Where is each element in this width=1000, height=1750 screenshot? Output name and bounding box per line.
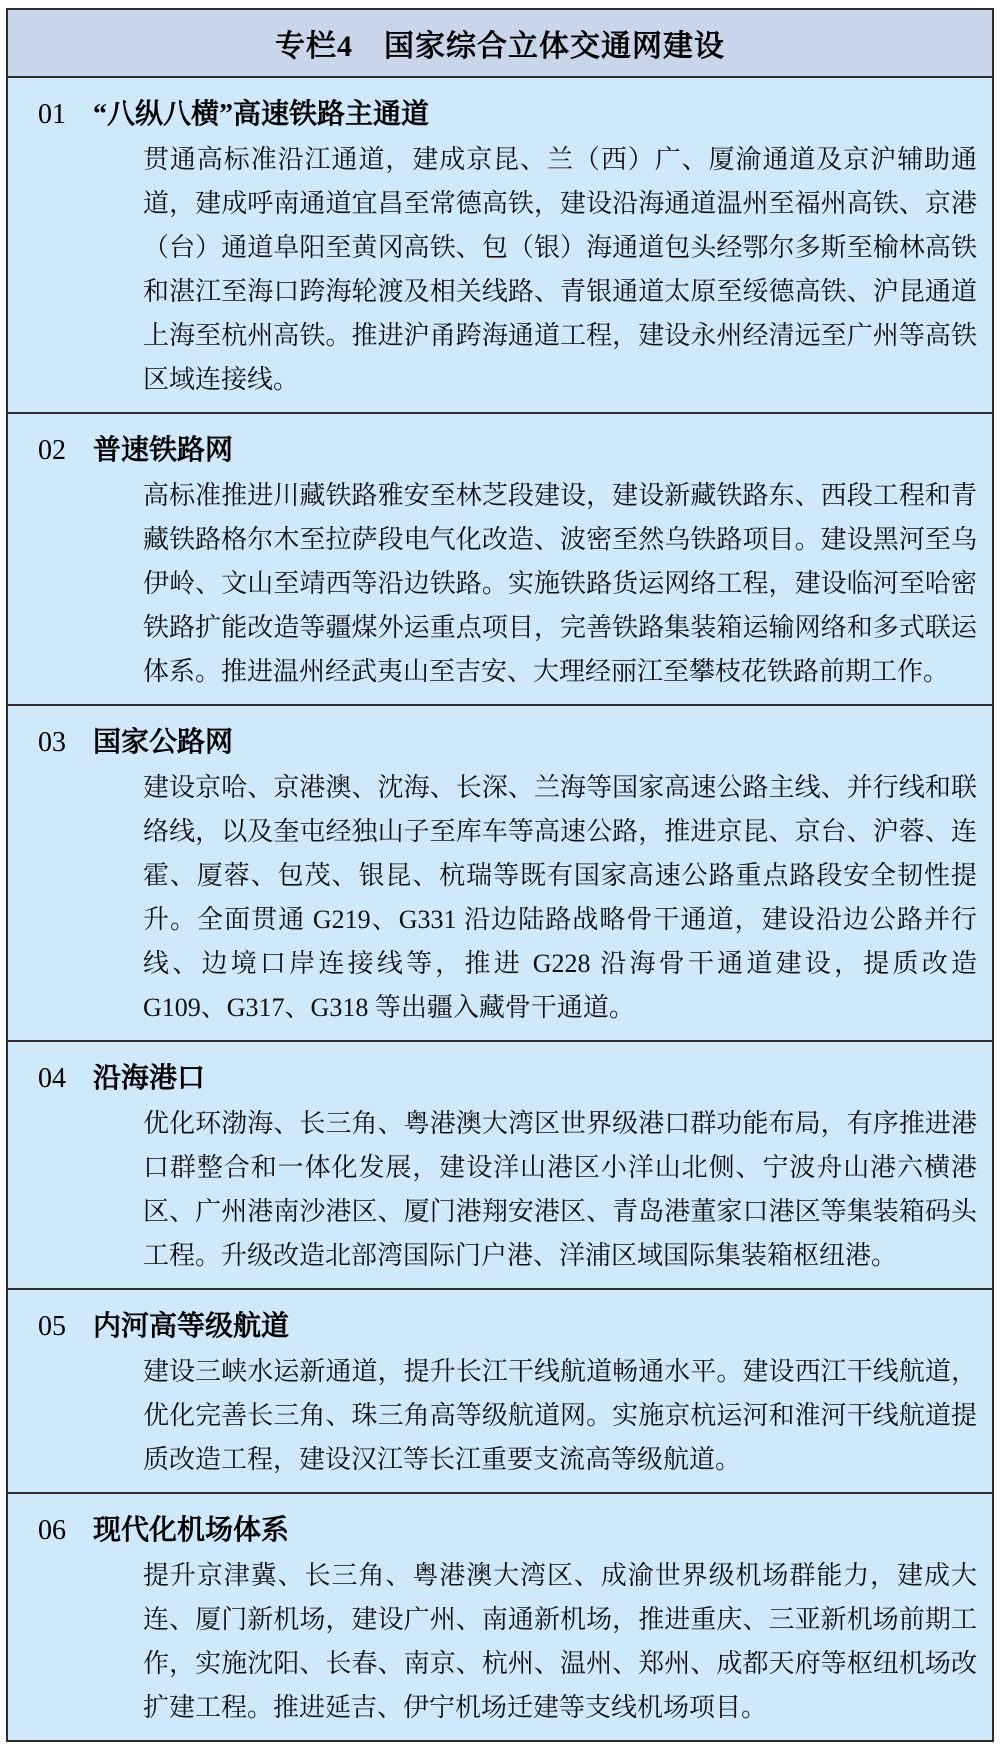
section-body: 建设三峡水运新通道，提升长江干线航道畅通水平。建设西江干线航道，优化完善长三角、珠三角高等级航道网。实施京杭运河和淮河干线航道提质改造工程，建设汉江等长江重要支流高等级航道。	[143, 1357, 977, 1474]
section-title: 现代化机场体系	[93, 1515, 290, 1546]
section-high-speed-rail	[8, 78, 992, 412]
section-number: 02	[38, 435, 66, 466]
section-title: 沿海港口	[93, 1063, 206, 1094]
section-number: 05	[38, 1311, 66, 1342]
section-number: 04	[38, 1063, 66, 1094]
section-body: 贯通高标准沿江通道，建成京昆、兰（西）广、厦渝通道及京沪辅助通道，建成呼南通道宜昌至常德高铁，建设沿海通道温州至福州高铁、京港（台）通道阜阳至黄冈高铁、包（银）海通道包头经鄂尔多斯至榆林高铁和湛江至海口跨海轮渡及相关线路、青银通道太原至绥德高铁、沪昆通道上海至杭州高铁。推进沪甬跨海通道工程，建设永州经清远至广州等高铁区域连接线。	[143, 145, 977, 394]
section-number: 03	[38, 727, 66, 758]
section-heading	[8, 1290, 992, 1346]
column-title: 专栏4 国家综合立体交通网建设	[275, 30, 725, 63]
section-coastal-ports	[8, 1040, 992, 1288]
section-national-highway	[8, 704, 992, 1040]
section-body: 高标准推进川藏铁路雅安至林芝段建设，建设新藏铁路东、西段工程和青藏铁路格尔木至拉萨段电气化改造、波密至然乌铁路项目。建设黑河至乌伊岭、文山至靖西等沿边铁路。实施铁路货运网络工程，建设临河至哈密铁路扩能改造等疆煤外运重点项目，完善铁路集装箱运输网络和多式联运体系。推进温州经武夷山至吉安、大理经丽江至攀枝花铁路前期工作。	[143, 481, 977, 686]
section-title: “八纵八横”高速铁路主通道	[93, 99, 430, 130]
section-title: 普速铁路网	[93, 435, 234, 466]
section-heading	[8, 414, 992, 470]
section-body: 建设京哈、京港澳、沈海、长深、兰海等国家高速公路主线、并行线和联络线，以及奎屯经独山子至库车等高速公路，推进京昆、京台、沪蓉、连霍、厦蓉、包茂、银昆、杭瑞等既有国家高速公路重点路段安全韧性提升。全面贯通 G219、G331 沿边陆路战略骨干通道，建设沿边公路并行线、边境口岸连接线等，推进 G228 沿海骨干通道建设，提质改造 G109、G317、G318 等出疆入藏骨干通道。	[143, 773, 977, 1022]
section-body: 提升京津冀、长三角、粤港澳大湾区、成渝世界级机场群能力，建成大连、厦门新机场，建设广州、南通新机场，推进重庆、三亚新机场前期工作，实施沈阳、长春、南京、杭州、温州、郑州、成都天府等枢纽机场改扩建工程。推进延吉、伊宁机场迁建等支线机场项目。	[143, 1561, 977, 1722]
section-title: 国家公路网	[93, 727, 234, 758]
section-inland-waterways	[8, 1288, 992, 1492]
section-heading	[8, 1494, 992, 1550]
column-box	[6, 8, 994, 1742]
column-header	[8, 10, 992, 78]
section-body: 优化环渤海、长三角、粤港澳大湾区世界级港口群功能布局，有序推进港口群整合和一体化发展，建设洋山港区小洋山北侧、宁波舟山港六横港区、广州港南沙港区、厦门港翔安港区、青岛港董家口港区等集装箱码头工程。升级改造北部湾国际门户港、洋浦区域国际集装箱枢纽港。	[143, 1109, 977, 1270]
section-heading	[8, 706, 992, 762]
section-heading	[8, 1042, 992, 1098]
section-number: 06	[38, 1515, 66, 1546]
section-heading	[8, 78, 992, 134]
section-title: 内河高等级航道	[93, 1311, 290, 1342]
section-conventional-rail	[8, 412, 992, 704]
section-number: 01	[38, 99, 66, 130]
section-airport-system	[8, 1492, 992, 1740]
